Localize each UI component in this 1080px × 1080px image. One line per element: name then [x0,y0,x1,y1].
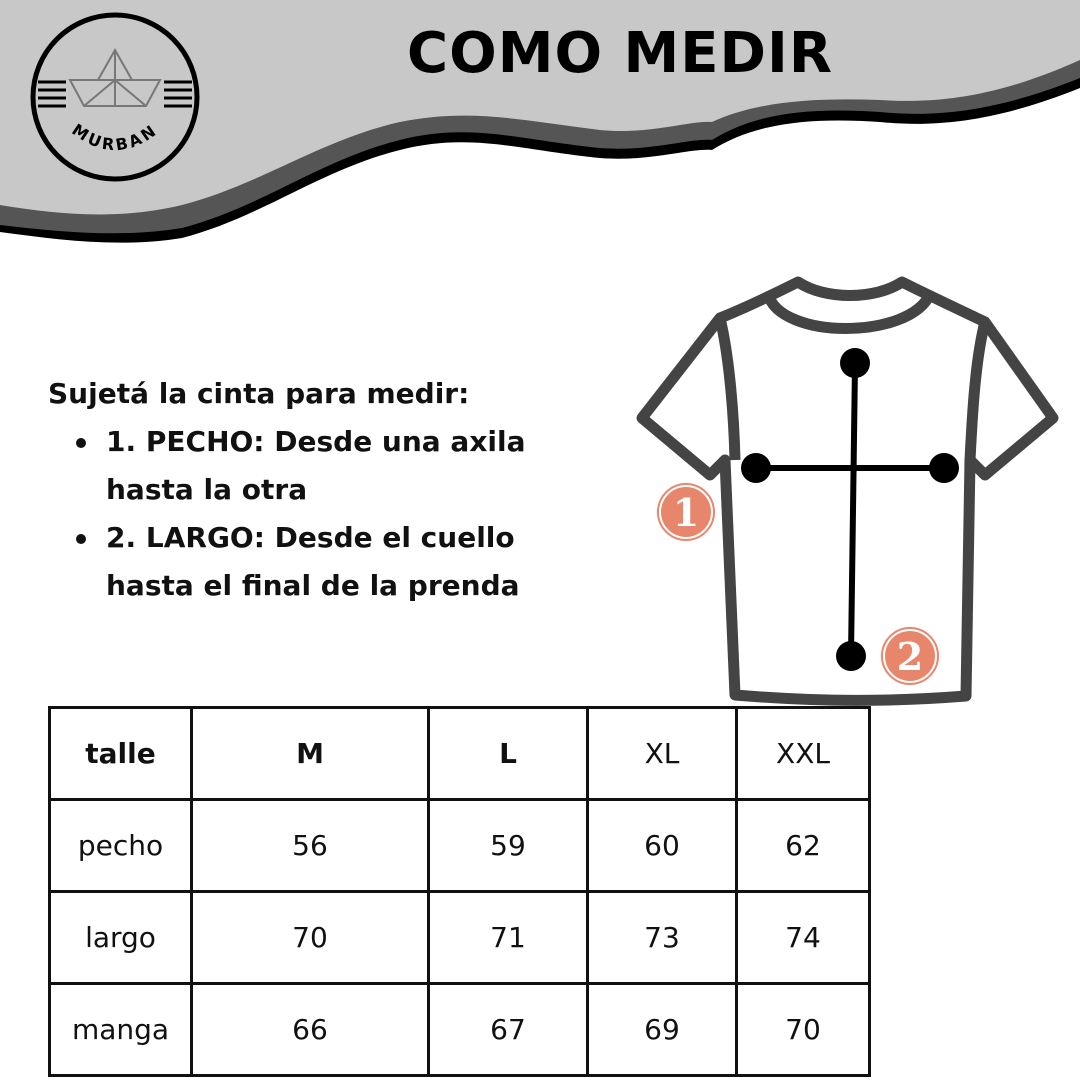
table-cell: 59 [429,800,588,892]
chest-marker [656,482,716,542]
table-cell: 69 [588,984,737,1076]
instruction-item-length: 2. LARGO: Desde el cuello hasta el final de la prenda [106,514,608,610]
table-row [50,984,870,1076]
brand-name: MURBAN [68,119,162,155]
header-cell-l: L [429,708,588,800]
table-cell: 67 [429,984,588,1076]
header-cell-m: M [192,708,429,800]
table-cell: 74 [737,892,870,984]
table-header-row [50,708,870,800]
instructions-heading: Sujetá la cinta para medir: [48,377,470,410]
length-marker-label: 2 [896,634,924,679]
header-cell-xl: XL [588,708,737,800]
length-marker [880,626,940,686]
table-cell: 56 [192,800,429,892]
table-cell: 71 [429,892,588,984]
table-cell: 70 [737,984,870,1076]
murban-logo [28,10,202,184]
table-row [50,892,870,984]
table-cell: 62 [737,800,870,892]
measuring-instructions [48,370,608,610]
row-label-manga: manga [50,984,192,1076]
instruction-list [48,418,608,610]
measure-lines [741,348,959,671]
size-table [48,706,871,1077]
table-cell: 70 [192,892,429,984]
tshirt-measurement-diagram [630,270,1070,710]
row-label-largo: largo [50,892,192,984]
header-cell-talle: talle [50,708,192,800]
table-row [50,800,870,892]
table-cell: 66 [192,984,429,1076]
table-cell: 73 [588,892,737,984]
header-cell-xxl: XXL [737,708,870,800]
table-cell: 60 [588,800,737,892]
row-label-pecho: pecho [50,800,192,892]
instruction-item-chest: 1. PECHO: Desde una axila hasta la otra [106,418,608,514]
chest-marker-label: 1 [672,490,700,535]
page-title: COMO MEDIR [407,21,833,86]
